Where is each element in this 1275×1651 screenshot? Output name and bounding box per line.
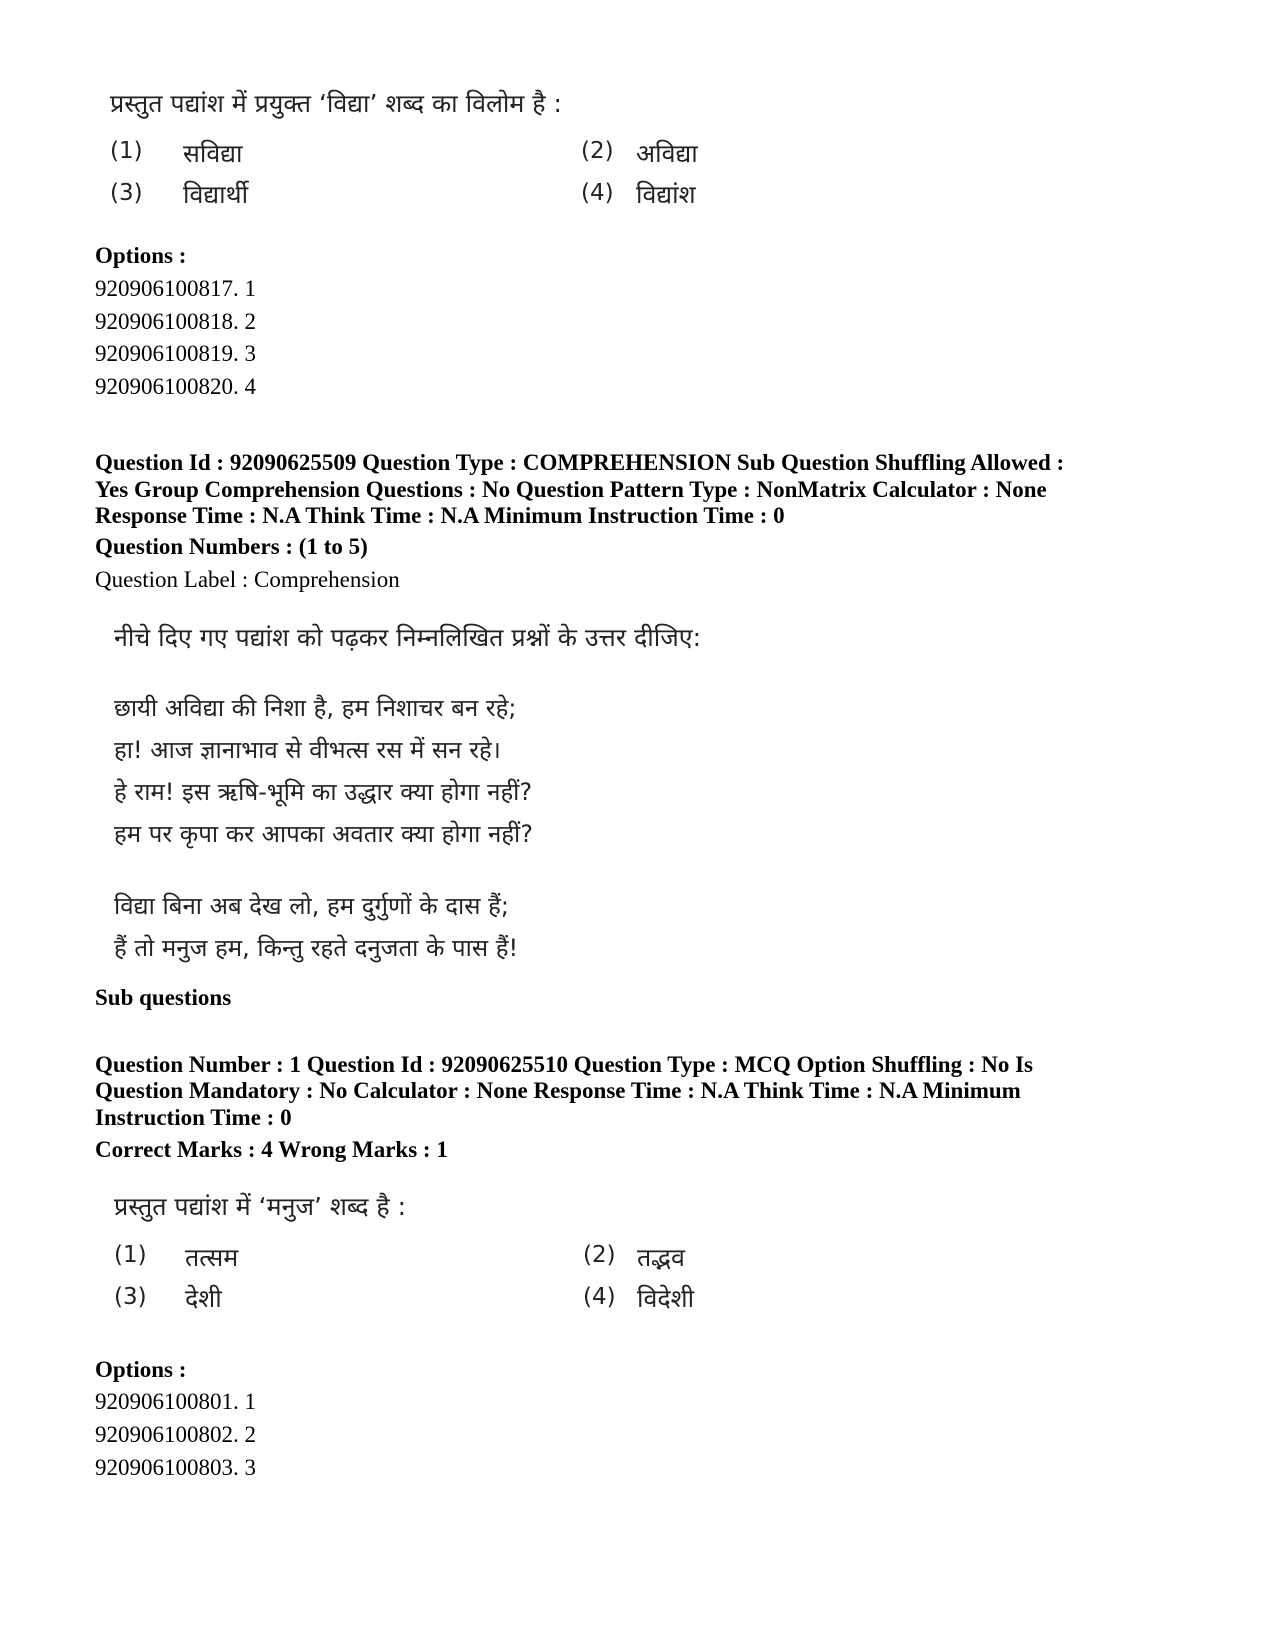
q1-choice-2-num: (2)	[583, 1242, 616, 1268]
prev-option-2: 920906100818. 2	[95, 309, 256, 334]
q1-option-3: 920906100803. 3	[95, 1455, 256, 1480]
prev-choice-3-text: विद्यार्थी	[183, 180, 249, 209]
prev-choice-3-num: (3)	[110, 180, 143, 206]
comprehension-meta-line-1: Question Id : 92090625509 Question Type : COMPREHENSION Sub Question Shuffling Allowed :	[95, 450, 1065, 475]
prev-option-4: 920906100820. 4	[95, 374, 256, 399]
prev-choice-2-text: अविद्या	[636, 139, 698, 168]
comprehension-meta-line-2: Yes Group Comprehension Questions : No Question Pattern Type : NonMatrix Calculator : None	[95, 477, 1047, 502]
prev-choice-2-num: (2)	[581, 138, 614, 164]
q1-choice-3-text: देशी	[185, 1284, 222, 1313]
prev-choice-1-text: सविद्या	[183, 139, 243, 168]
poem-line: छायी अविद्या की निशा है, हम निशाचर बन रहे;	[114, 694, 517, 722]
comprehension-meta-line-3: Response Time : N.A Think Time : N.A Minimum Instruction Time : 0	[95, 503, 785, 528]
q1-choice-1-num: (1)	[114, 1242, 147, 1268]
question-numbers: Question Numbers : (1 to 5)	[95, 534, 368, 559]
prev-choice-4-num: (4)	[581, 180, 614, 206]
passage-instruction: नीचे दिए गए पद्यांश को पढ़कर निम्नलिखित प्रश्नों के उत्तर दीजिए:	[114, 623, 702, 652]
prev-option-1: 920906100817. 1	[95, 276, 256, 301]
poem-line: हा! आज ज्ञानाभाव से वीभत्स रस में सन रहे।	[114, 736, 501, 764]
sub-questions-heading: Sub questions	[95, 985, 232, 1010]
prev-choice-1-num: (1)	[110, 138, 143, 164]
q1-choice-4-text: विदेशी	[637, 1284, 695, 1313]
q1-options-heading: Options :	[95, 1357, 187, 1382]
q1-meta-line-1: Question Number : 1 Question Id : 92090625510 Question Type : MCQ Option Shuffling : No Is	[95, 1052, 1034, 1077]
poem-line: विद्या बिना अब देख लो, हम दुर्गुणों के दास हैं;	[114, 892, 509, 920]
q1-question-text: प्रस्तुत पद्यांश में ‘मनुज’ शब्द है :	[114, 1192, 407, 1221]
q1-choice-2-text: तद्भव	[637, 1243, 685, 1272]
poem-line: हैं तो मनुज हम, किन्तु रहते दनुजता के पास हैं!	[114, 934, 519, 962]
question-label: Question Label : Comprehension	[95, 567, 400, 592]
prev-options-heading: Options :	[95, 243, 187, 268]
q1-choice-4-num: (4)	[583, 1284, 616, 1310]
q1-choice-1-text: तत्सम	[185, 1243, 239, 1272]
poem-line: हे राम! इस ऋषि-भूमि का उद्धार क्या होगा नहीं?	[114, 778, 533, 806]
prev-question-text: प्रस्तुत पद्यांश में प्रयुक्त ‘विद्या’ शब्द का विलोम है :	[110, 89, 562, 118]
q1-meta-line-3: Instruction Time : 0	[95, 1105, 292, 1130]
poem-line: हम पर कृपा कर आपका अवतार क्या होगा नहीं?	[114, 820, 533, 848]
prev-choice-4-text: विद्यांश	[636, 180, 696, 209]
q1-option-1: 920906100801. 1	[95, 1389, 256, 1414]
q1-option-2: 920906100802. 2	[95, 1422, 256, 1447]
q1-meta-line-2: Question Mandatory : No Calculator : None Response Time : N.A Think Time : N.A Minimum	[95, 1078, 1021, 1103]
q1-choice-3-num: (3)	[114, 1284, 147, 1310]
prev-option-3: 920906100819. 3	[95, 341, 256, 366]
q1-marks: Correct Marks : 4 Wrong Marks : 1	[95, 1137, 448, 1162]
